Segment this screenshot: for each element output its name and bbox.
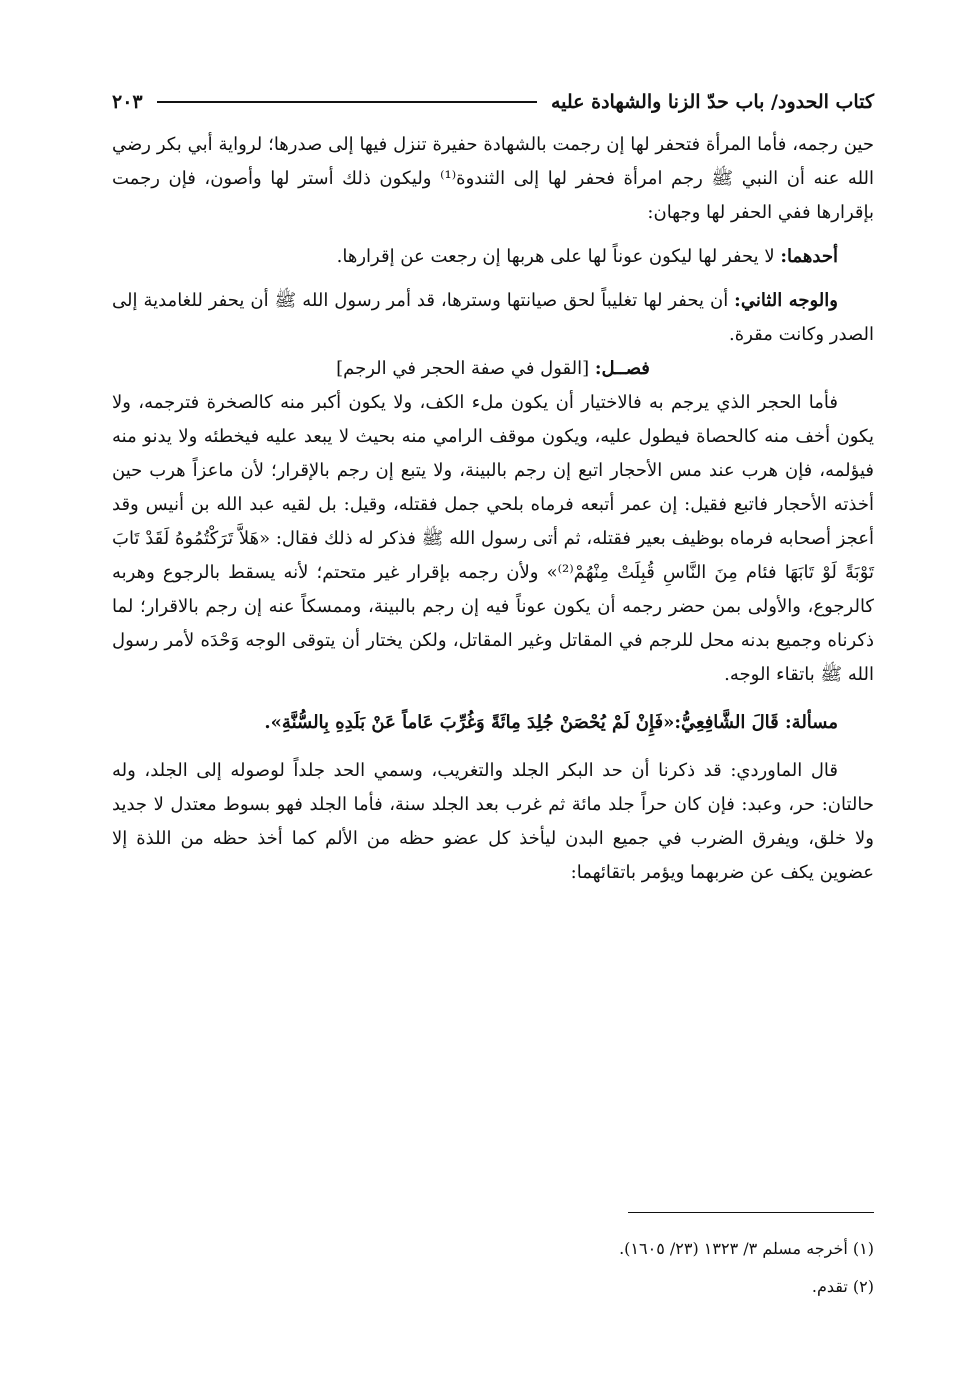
footnote-2: (٢) تقدم. [811, 1277, 874, 1296]
first-view-text: لا يحفر لها ليكون عوناً لها على هربها إن رجعت عن إقرارها. [336, 246, 775, 267]
paragraph-first-view [112, 240, 874, 274]
paragraph-second-view [112, 284, 874, 352]
second-view-label: والوجه الثاني: [734, 290, 838, 311]
second-view-text: أن يحفر لها تغليباً لحق صيانتها وسترها، قد أمر رسول الله ﷺ أن يحفر للغامدية إلى الصدر وكانت مقرة. [112, 290, 874, 345]
section-heading [112, 352, 874, 386]
chapter-title: كتاب الحدود/ باب حدّ الزنا والشهادة عليه [550, 91, 874, 113]
footnote-1: (١) أخرجه مسلم ٣/ ١٣٢٣ (٢٣/ ١٦٠٥). [619, 1239, 874, 1258]
issue-statement [112, 706, 874, 740]
main-text [112, 128, 874, 890]
section-title: [القول في صفة الحجر في الرجم] [336, 358, 590, 379]
issue-quote: «فَإِنْ لَمْ يُحْصَنْ جُلِدَ مِائَةً وَغُرِّبَ عَاماً عَنْ بَلَدِهِ بِالسُّنَّةِ». [264, 712, 675, 733]
running-header [112, 84, 874, 120]
footnotes [112, 1230, 874, 1306]
header-rule [157, 101, 537, 103]
section-label: فصــل: [594, 358, 650, 379]
paragraph-1: حين رجمه، فأما المرأة فتحفر لها إن رجمت بالشهادة حفيرة تنزل فيها إلى صدرها؛ لرواية أبي بكر رضي الله عنه أن النبي ﷺ رجم امرأة فحفر لها إلى الثندوة⁽¹⁾ وليكون ذلك أستر لها وأصون، فإن رجمت بإقرارها ففي الحفر لها وجهان: [112, 134, 875, 223]
paragraph-mawardi: قال الماوردي: قد ذكرنا أن حد البكر الجلد والتغريب، وسمي الحد جلداً لوصوله إلى الجلد، وله حالتان: حر، وعبد: فإن كان حراً جلد مائة ثم غرب بعد الجلد سنة، فأما الجلد فهو بسوط معتدل لا جديد ولا خلق، ويفرق الضرب في جميع البدن ليأخذ كل عضو حظه من الألم كما أخذ حظه من اللذة إلا عضوين يكف عن ضربهما ويؤمر باتقائهما: [112, 760, 874, 883]
first-view-label: أحدهما: [780, 246, 838, 267]
paragraph-stone: فأما الحجر الذي يرجم به فالاختيار أن يكون ملء الكف، ولا يكون أكبر منه كالصخرة فترجمه، ولا يكون أخف منه كالحصاة فيطول عليه، ويكون موقف الرامي منه بحيث لا يبعد عليه فيخطئه ولا يدنو منه فيؤلمه، فإن هرب عند مس الأحجار اتبع إن رجم بالبينة، ولا يتبع إن رجم بالإقرار؛ لأن ماعزاً هرب حين أخذته الأحجار فاتبع فقيل: إن عمر أتبعه فرماه بلحي جمل فقتله، وقيل: بل لقيه عبد الله بن أنيس وقد أعجز أصحابه فرماه بوظيف بعير فقتله، ثم أتى رسول الله ﷺ فذكر له ذلك فقال: «هَلاَّ تَرَكْتُمُوهُ لَقَدْ تَابَ تَوْبَةً لَوْ تَابَهَا فئام مِنَ النَّاسِ قُبِلَتْ مِنْهُمْ⁽²⁾» ولأن رجمه بإقرار غير متحتم؛ لأنه يسقط بالرجوع وهربه كالرجوع، والأولى بمن حضر رجمه أن يكون عوناً فيه إن رجم بالبينة، وممسكاً عنه إن رجم بالاقرار؛ لما ذكرناه وجميع بدنه محل للرجم في المقاتل وغير المقاتل، ولكن يختار أن يتوقى الوجه وَحْدَه لأمر رسول الله ﷺ باتقاء الوجه. [112, 392, 874, 685]
issue-label: مسألة: قَالَ الشَّافِعِيُّ: [674, 712, 838, 733]
footnote-rule [628, 1212, 874, 1213]
page-number: ٢٠٣ [112, 91, 143, 113]
